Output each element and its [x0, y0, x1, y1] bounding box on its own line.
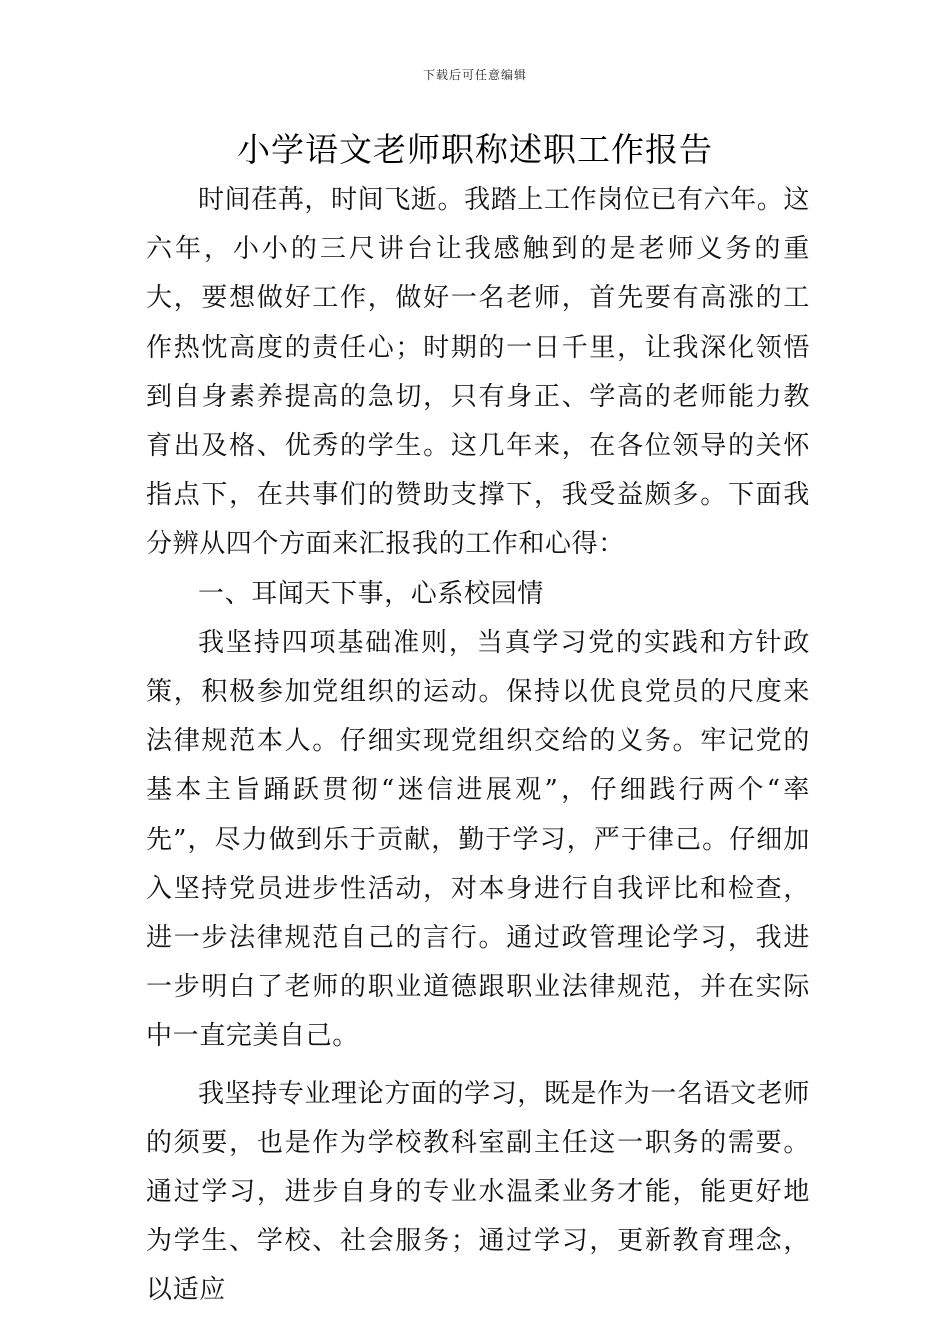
paragraph-intro: 时间荏苒，时间飞逝。我踏上工作岗位已有六年。这六年，小小的三尺讲台让我感触到的是老师义务的重大，要想做好工作，做好一名老师，首先要有高涨的工作热忱高度的责任心；时期的一日千里，让我深化领悟到自身素养提高的急切，只有身正、学高的老师能力教育出及格、优秀的学生。这几年来，在各位领导的关怀指点下，在共事们的赞助支撑下，我受益颇多。下面我分辨从四个方面来汇报我的工作和心得：: [146, 185, 810, 560]
paragraph-professional-study: 我坚持专业理论方面的学习，既是作为一名语文老师的须要，也是作为学校教科室副主任这一职务的需要。通过学习，进步自身的专业水温柔业务才能，能更好地为学生、学校、社会服务；通过学习，更新教育理念，以适应: [146, 1078, 810, 1306]
header-note: 下载后可任意编辑: [422, 68, 527, 82]
document-title: 小学语文老师职称述职工作报告: [237, 130, 713, 169]
document-body: [146, 176, 810, 1316]
section-heading-1: 一、耳闻天下事，心系校园情: [198, 578, 544, 609]
paragraph-party-study: 我坚持四项基础准则，当真学习党的实践和方针政策，积极参加党组织的运动。保持以优良党员的尺度来法律规范本人。仔细实现党组织交给的义务。牢记党的基本主旨踊跃贯彻“迷信进展观”，仔细践行两个“率先”，尽力做到乐于贡献，勤于学习，严于律己。仔细加入坚持党员进步性活动，对本身进行自我评比和检查，进一步法律规范自己的言行。通过政管理论学习，我进一步明白了老师的职业道德跟职业法律规范，并在实际中一直完美自己。: [146, 627, 810, 1052]
